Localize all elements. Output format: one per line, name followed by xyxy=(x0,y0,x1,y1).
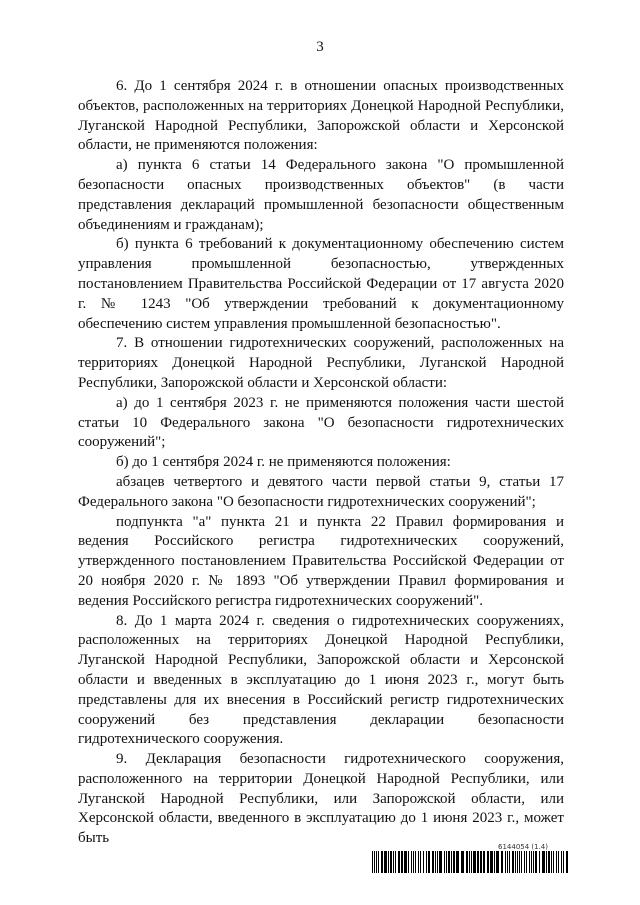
paragraph-6b: б) пункта 6 требований к документационному обеспечению систем управления промышленной безопасностью, утвержденных постановлением Правительства Российской Федерации от 17 августа 2020 г. № 1243 "Об утверждении требований к документационному обеспечению систем управления промышленной безопасностью". xyxy=(78,236,564,332)
paragraph-7b-item-1: абзацев четвертого и девятого части первой статьи 9, статьи 17 Федерального закона "О безопасности гидротехнических сооружений"; xyxy=(78,473,564,510)
page-number: 3 xyxy=(316,39,324,55)
paragraph-7b: б) до 1 сентября 2024 г. не применяются положения: xyxy=(116,454,451,471)
paragraph-8: 8. До 1 марта 2024 г. сведения о гидротехнических сооружениях, расположенных на территориях Донецкой Народной Республики, Луганской Народной Республики, Запорожской области и Херсонской области и введенных в эксплуатацию до 1 июня 2023 г., могут быть представлены для их внесения в Российский регистр гидротехнических сооружений без представления декларации безопасности гидротехнического сооружения. xyxy=(78,612,564,748)
paragraph-9: 9. Декларация безопасности гидротехнического сооружения, расположенного на территории Донецкой Народной Республики, или Луганской Народной Республики, или Запорожской области, или Херсонской области, введенного в эксплуатацию до 1 июня 2023 г., может быть xyxy=(78,751,564,847)
paragraph-7b-item-2: подпункта "а" пункта 21 и пункта 22 Правил формирования и ведения Российского регистра гидротехнических сооружений, утвержденного постановлением Правительства Российской Федерации от 20 ноября 2020 г. № 1893 "Об утверждении Правил формирования и ведения Российского регистра гидротехнических сооружений". xyxy=(78,513,564,609)
barcode-id: 6144054 (1.4) xyxy=(498,843,548,851)
paragraph-7: 7. В отношении гидротехнических сооружений, расположенных на территориях Донецкой Народной Республики, Луганской Народной Республики, Запорожской области и Херсонской области: xyxy=(78,335,564,391)
paragraph-6: 6. До 1 сентября 2024 г. в отношении опасных производственных объектов, расположенных на территориях Донецкой Народной Республики, Луганской Народной Республики, Запорожской области и Херсонской области, не применяются положения: xyxy=(78,78,564,154)
barcode xyxy=(372,851,570,873)
paragraph-6a: а) пункта 6 статьи 14 Федерального закона "О промышленной безопасности опасных производственных объектов" (в части представления деклараций промышленной безопасности общественным объединениям и гражданам); xyxy=(78,157,564,233)
document-body xyxy=(78,77,564,849)
paragraph-7a: а) до 1 сентября 2023 г. не применяются положения части шестой статьи 10 Федерального закона "О безопасности гидротехнических сооружений"; xyxy=(78,394,564,451)
